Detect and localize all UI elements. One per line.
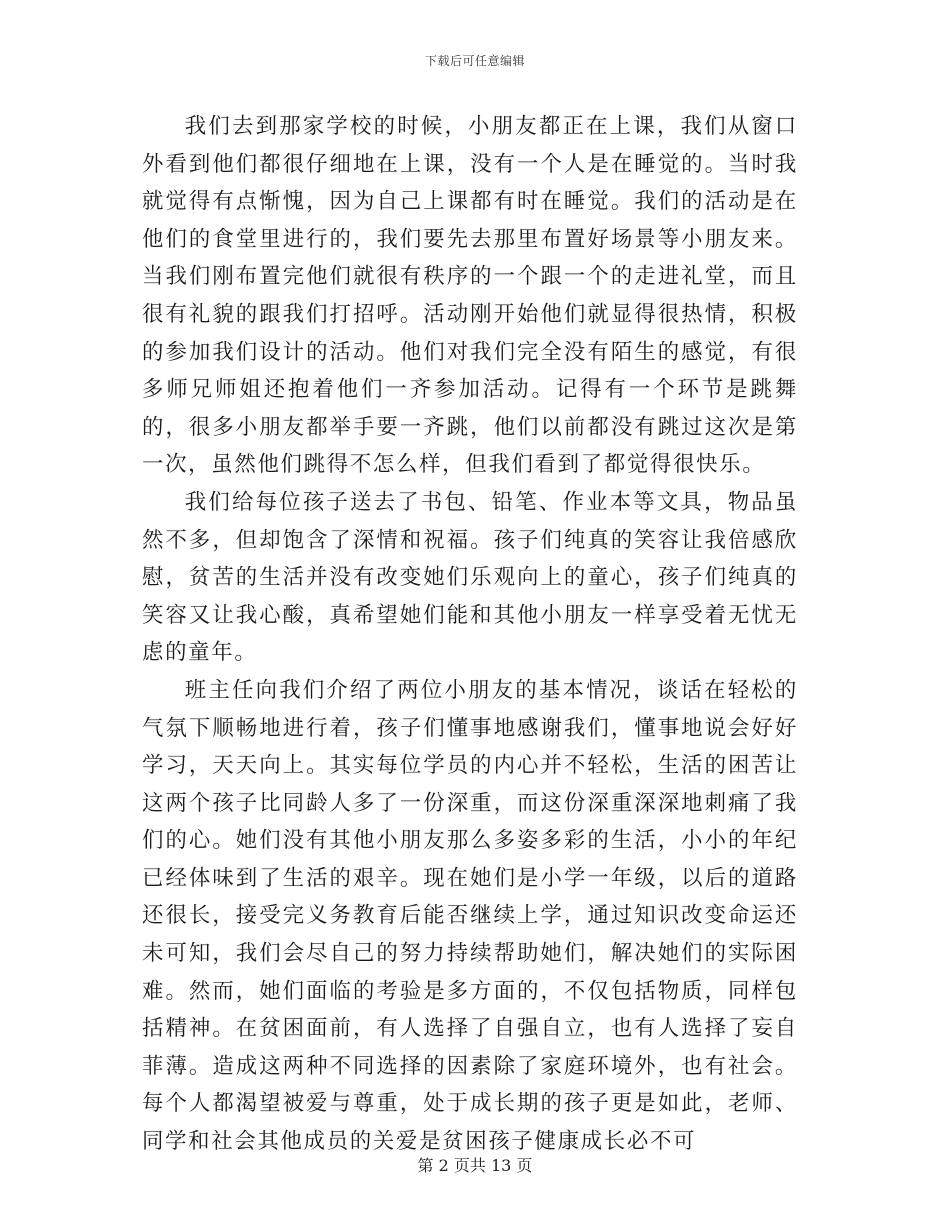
paragraph-teacher-intro: 班主任向我们介绍了两位小朋友的基本情况，谈话在轻松的气氛下顺畅地进行着，孩子们懂事地感谢我们，懂事地说会好好学习，天天向上。其实每位学员的内心并不轻松，生活的困苦让这两个孩子比同龄人多了一份深重，而这份深重深深地刺痛了我们的心。她们没有其他小朋友那么多姿多彩的生活，小小的年纪已经体味到了生活的艰辛。现在她们是小学一年级，以后的道路还很长，接受完义务教育后能否继续上学，通过知识改变命运还未可知，我们会尽自己的努力持续帮助她们，解决她们的实际困难。然而，她们面临的考验是多方面的，不仅包括物质，同样包括精神。在贫困面前，有人选择了自强自立，也有人选择了妄自菲薄。造成这两种不同选择的因素除了家庭环境外，也有社会。每个人都渴望被爱与尊重，处于成长期的孩子更是如此，老师、同学和社会其他成员的关爱是贫困孩子健康成长必不可 bbox=[142, 677, 798, 1155]
page-header: 下载后可任意编辑 bbox=[424, 54, 525, 68]
paragraph-gifts: 我们给每位孩子送去了书包、铅笔、作业本等文具，物品虽然不多，但却饱含了深情和祝福。孩子们纯真的笑容让我倍感欣慰，贫苦的生活并没有改变她们乐观向上的童心，孩子们纯真的笑容又让我心酸，真希望她们能和其他小朋友一样享受着无忧无虑的童年。 bbox=[142, 489, 798, 666]
paragraph-activity: 我们去到那家学校的时候，小朋友都正在上课，我们从窗口外看到他们都很仔细地在上课，没有一个人是在睡觉的。当时我就觉得有点惭愧，因为自己上课都有时在睡觉。我们的活动是在他们的食堂里进行的，我们要先去那里布置好场景等小朋友来。当我们刚布置完他们就很有秩序的一个跟一个的走进礼堂，而且很有礼貌的跟我们打招呼。活动刚开始他们就显得很热情，积极的参加我们设计的活动。他们对我们完全没有陌生的感觉，有很多师兄师姐还抱着他们一齐参加活动。记得有一个环节是跳舞的，很多小朋友都举手要一齐跳，他们以前都没有跳过这次是第一次，虽然他们跳得不怎么样，但我们看到了都觉得很快乐。 bbox=[142, 114, 798, 478]
document-body bbox=[142, 108, 798, 1161]
page-number: 第 2 页共 13 页 bbox=[417, 1156, 533, 1175]
